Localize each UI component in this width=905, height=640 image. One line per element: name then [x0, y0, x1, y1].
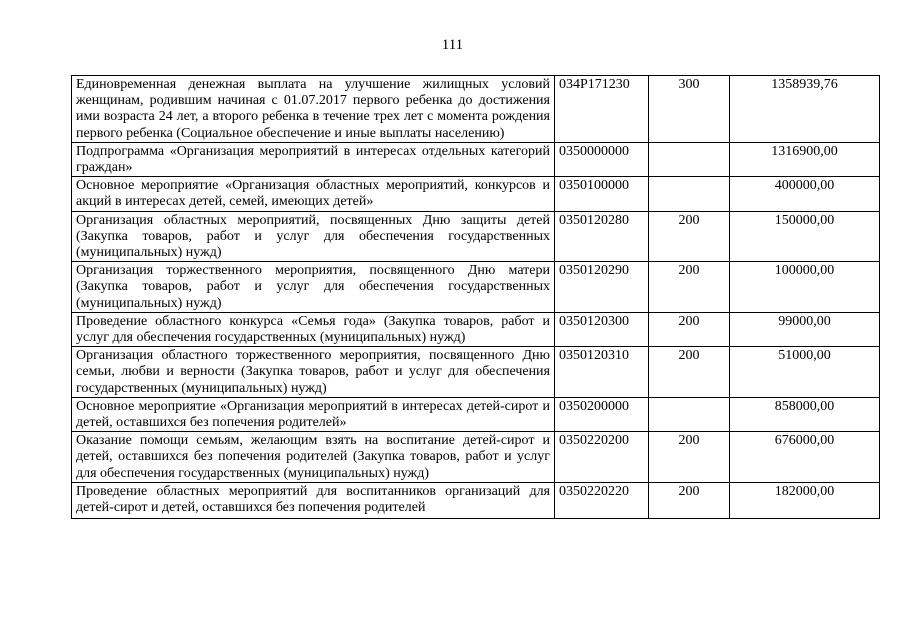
row-expense-type [649, 397, 730, 431]
table-row [72, 262, 880, 313]
row-code: 034P171230 [555, 76, 649, 143]
row-sum: 100000,00 [730, 262, 880, 313]
row-sum: 1316900,00 [730, 142, 880, 176]
row-expense-type: 200 [649, 482, 730, 518]
row-code: 0350120280 [555, 211, 649, 262]
row-name: Основное мероприятие «Организация областных мероприятий, конкурсов и акций в интересах детей, семей, имеющих детей» [72, 177, 555, 211]
row-code: 0350120310 [555, 347, 649, 398]
row-expense-type: 200 [649, 432, 730, 483]
table-row [72, 312, 880, 346]
row-code: 0350120300 [555, 312, 649, 346]
table-row [72, 142, 880, 176]
row-name: Основное мероприятие «Организация мероприятий в интересах детей-сирот и детей, оставшихся без попечения родителей» [72, 397, 555, 431]
row-sum: 150000,00 [730, 211, 880, 262]
row-code: 0350220220 [555, 482, 649, 518]
row-name: Оказание помощи семьям, желающим взять на воспитание детей-сирот и детей, оставшихся без попечения родителей (Закупка товаров, работ и услуг для обеспечения государственных (муниципальных) нужд) [72, 432, 555, 483]
row-code: 0350120290 [555, 262, 649, 313]
table-row [72, 397, 880, 431]
row-code: 0350000000 [555, 142, 649, 176]
row-sum: 858000,00 [730, 397, 880, 431]
row-name: Организация торжественного мероприятия, посвященного Дню матери (Закупка товаров, работ и услуг для обеспечения государственных (муниципальных) нужд) [72, 262, 555, 313]
row-name: Единовременная денежная выплата на улучшение жилищных условий женщинам, родившим начиная с 01.07.2017 первого ребенка до достижения ими возраста 24 лет, а второго ребенка в течение трех лет с момента рождения первого ребенка (Социальное обеспечение и иные выплаты населению) [72, 76, 555, 143]
row-expense-type: 200 [649, 312, 730, 346]
row-sum: 51000,00 [730, 347, 880, 398]
row-sum: 676000,00 [730, 432, 880, 483]
row-code: 0350200000 [555, 397, 649, 431]
row-code: 0350220200 [555, 432, 649, 483]
budget-table [71, 75, 880, 519]
row-sum: 99000,00 [730, 312, 880, 346]
row-expense-type [649, 177, 730, 211]
table-row [72, 76, 880, 143]
row-expense-type: 200 [649, 211, 730, 262]
row-name: Организация областного торжественного мероприятия, посвященного Дню семьи, любви и верности (Закупка товаров, работ и услуг для обеспечения государственных (муниципальных) нужд) [72, 347, 555, 398]
page-number: 111 [441, 37, 464, 53]
table-row [72, 177, 880, 211]
table-row [72, 347, 880, 398]
row-expense-type: 300 [649, 76, 730, 143]
row-sum: 400000,00 [730, 177, 880, 211]
row-name: Проведение областных мероприятий для воспитанников организаций для детей-сирот и детей, оставшихся без попечения родителей [76, 483, 550, 514]
row-name: Проведение областного конкурса «Семья года» (Закупка товаров, работ и услуг для обеспечения государственных (муниципальных) нужд) [72, 312, 555, 346]
table-row [72, 482, 880, 518]
row-expense-type: 200 [649, 262, 730, 313]
row-expense-type [649, 142, 730, 176]
table-row [72, 432, 880, 483]
row-expense-type: 200 [649, 347, 730, 398]
row-sum: 1358939,76 [730, 76, 880, 143]
row-name: Организация областных мероприятий, посвященных Дню защиты детей (Закупка товаров, работ и услуг для обеспечения государственных (муниципальных) нужд) [72, 211, 555, 262]
table-row [72, 211, 880, 262]
row-name-cell [72, 482, 555, 518]
row-code: 0350100000 [555, 177, 649, 211]
row-sum: 182000,00 [730, 482, 880, 518]
row-name: Подпрограмма «Организация мероприятий в интересах отдельных категорий граждан» [72, 142, 555, 176]
